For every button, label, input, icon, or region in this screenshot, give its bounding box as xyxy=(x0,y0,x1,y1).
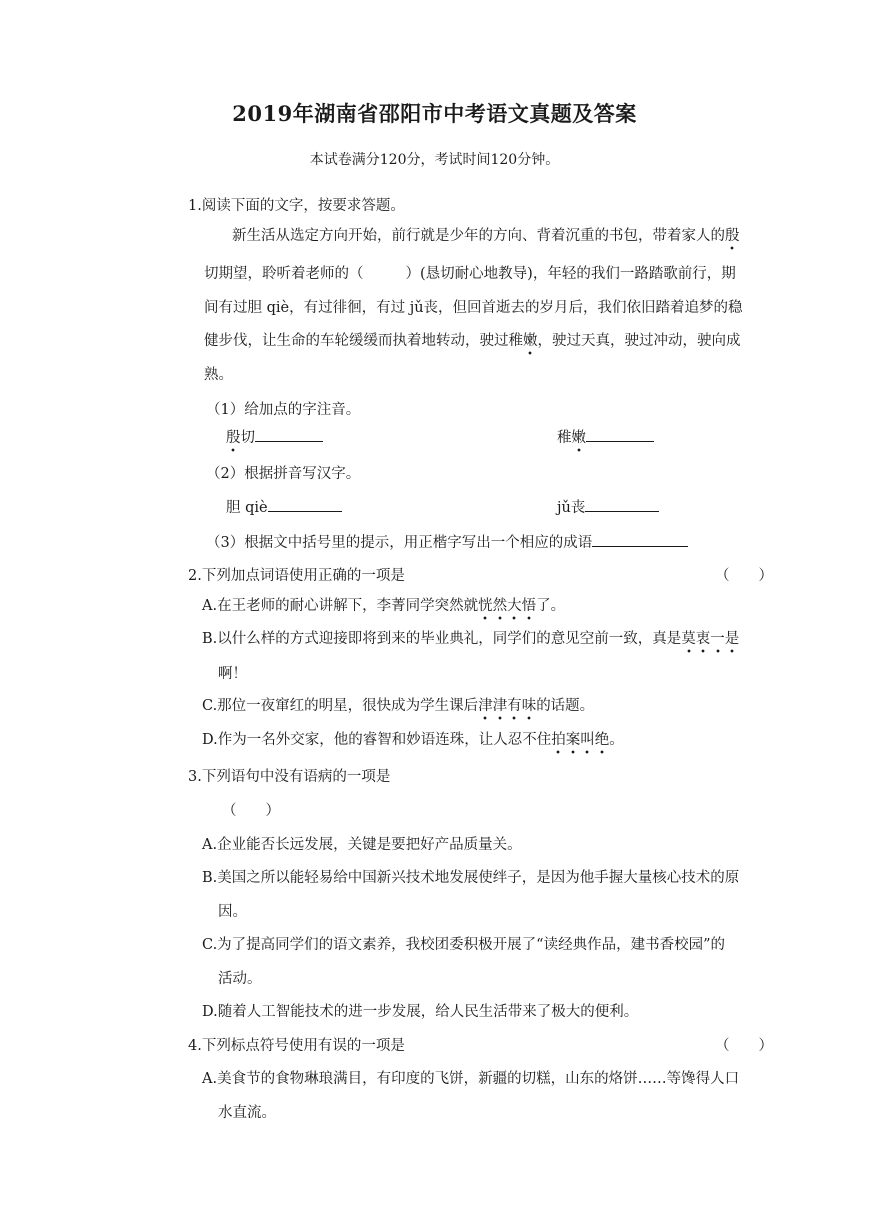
q1-sub2: （2）根据拼音写汉字。 xyxy=(206,466,361,482)
q1-sub2-a-text: 胆 qiè xyxy=(226,500,268,516)
q2-option-a-text: 了。 xyxy=(536,598,566,614)
q3-option-c[interactable]: C.为了提高同学们的语文素养，我校团委积极开展了“读经典作品，建书香校园”的 xyxy=(202,937,726,953)
q1-dotted-char: 嫩 xyxy=(572,430,587,453)
q1-sub2-b-text: jǔ丧 xyxy=(557,500,586,516)
q3-stem: 3.下列语句中没有语病的一项是 xyxy=(188,769,391,785)
q1-sub1-a xyxy=(226,426,323,447)
q1-stem: 1.阅读下面的文字，按要求答题。 xyxy=(188,198,405,214)
q3-option-b[interactable]: B.美国之所以能轻易给中国新兴技术地发展使绊子，是因为他手握大量核心技术的原 xyxy=(202,870,740,886)
q1-dotted-char: 嫩 xyxy=(523,333,538,356)
q2-option-a-text: A.在王老师的耐心讲解下，李菁同学突然就 xyxy=(202,598,479,614)
q1-sub2-b xyxy=(557,496,659,517)
q1-sub2-a xyxy=(226,496,342,517)
q1-sub3-text: （3）根据文中括号里的提示，用正楷字写出一个相应的成语 xyxy=(206,535,593,551)
answer-blank[interactable] xyxy=(255,427,323,442)
q2-stem: 2.下列加点词语使用正确的一项是 xyxy=(188,568,405,584)
q2-option-d[interactable] xyxy=(202,728,624,749)
q1-sub1-a-text: 切 xyxy=(240,430,255,446)
answer-blank[interactable] xyxy=(585,497,659,512)
q1-passage-line-4 xyxy=(204,329,741,350)
q4-option-a[interactable]: A.美食节的食物琳琅满目，有印度的飞饼，新疆的切糕，山东的烙饼……等馋得人口 xyxy=(202,1071,740,1087)
q2-dotted-term: 恍然大悟 xyxy=(478,598,536,621)
q2-option-b-cont: 啊！ xyxy=(218,666,247,682)
q1-sub1-b-text: 稚 xyxy=(557,430,572,446)
q1-dotted-char: 殷 xyxy=(725,228,740,251)
q1-sub3 xyxy=(206,531,688,552)
q1-passage-line-1 xyxy=(232,224,740,245)
q2-option-d-text: 。 xyxy=(609,732,624,748)
page-title: 2019年湖南省邵阳市中考语文真题及答案 xyxy=(232,101,637,126)
q1-passage-text: 新生活从选定方向开始，前行就是少年的方向、背着沉重的书包，带着家人的 xyxy=(232,228,725,244)
q1-passage-text: ，驶过天真，驶过冲动，驶向成 xyxy=(537,333,741,349)
answer-blank[interactable] xyxy=(586,427,654,442)
q2-option-c-text: 的话题。 xyxy=(536,698,595,714)
q1-passage-text: 切期望，聆听着老师的（ xyxy=(204,266,364,282)
q3-option-a[interactable]: A.企业能否长远发展，关键是要把好产品质量关。 xyxy=(202,837,522,853)
q4-stem: 4.下列标点符号使用有误的一项是 xyxy=(188,1038,405,1054)
answer-blank[interactable] xyxy=(268,497,342,512)
exam-info: 本试卷满分120分，考试时间120分钟。 xyxy=(309,152,560,168)
q3-answer-bracket[interactable]: （ ） xyxy=(222,803,280,819)
q2-option-a[interactable] xyxy=(202,594,565,615)
q1-passage-line-5: 熟。 xyxy=(204,367,233,383)
q1-passage-text: 健步伐，让生命的车轮缓缓而执着地转动，驶过稚 xyxy=(204,333,523,349)
q1-sub1-b xyxy=(557,426,654,447)
q2-option-b-text: B.以什么样的方式迎接即将到来的毕业典礼，同学们的意见空前一致，真是 xyxy=(202,631,682,647)
q2-option-d-text: D.作为一名外交家，他的睿智和妙语连珠，让人忍不住 xyxy=(202,732,552,748)
q1-dotted-char: 殷 xyxy=(226,430,241,453)
q1-passage-line-3: 间有过胆 qiè，有过徘徊，有过 jǔ丧，但回首逝去的岁月后，我们依旧踏着追梦的稳 xyxy=(204,300,743,316)
q3-option-d[interactable]: D.随着人工智能技术的进一步发展，给人民生活带来了极大的便利。 xyxy=(202,1004,639,1020)
q2-dotted-term: 津津有味 xyxy=(478,698,536,721)
q2-dotted-term: 拍案叫绝 xyxy=(551,732,609,755)
q3-option-b-cont: 因。 xyxy=(218,904,247,920)
q2-answer-bracket[interactable]: （ ） xyxy=(715,568,773,584)
q3-option-c-cont: 活动。 xyxy=(218,971,262,987)
q4-answer-bracket[interactable]: （ ） xyxy=(715,1038,773,1054)
q1-sub1: （1）给加点的字注音。 xyxy=(206,402,361,418)
q4-option-a-cont: 水直流。 xyxy=(218,1105,276,1121)
answer-blank[interactable] xyxy=(592,532,688,547)
q1-passage-text: ）(恳切耐心地教导)，年轻的我们一路踏歌前行，期 xyxy=(405,266,736,282)
q2-option-b[interactable] xyxy=(202,627,739,648)
q1-passage-line-2 xyxy=(204,262,736,283)
q2-option-c-text: C.那位一夜窜红的明星，很快成为学生课后 xyxy=(202,698,479,714)
q2-dotted-term: 莫衷一是 xyxy=(681,631,739,654)
q2-option-c[interactable] xyxy=(202,694,594,715)
